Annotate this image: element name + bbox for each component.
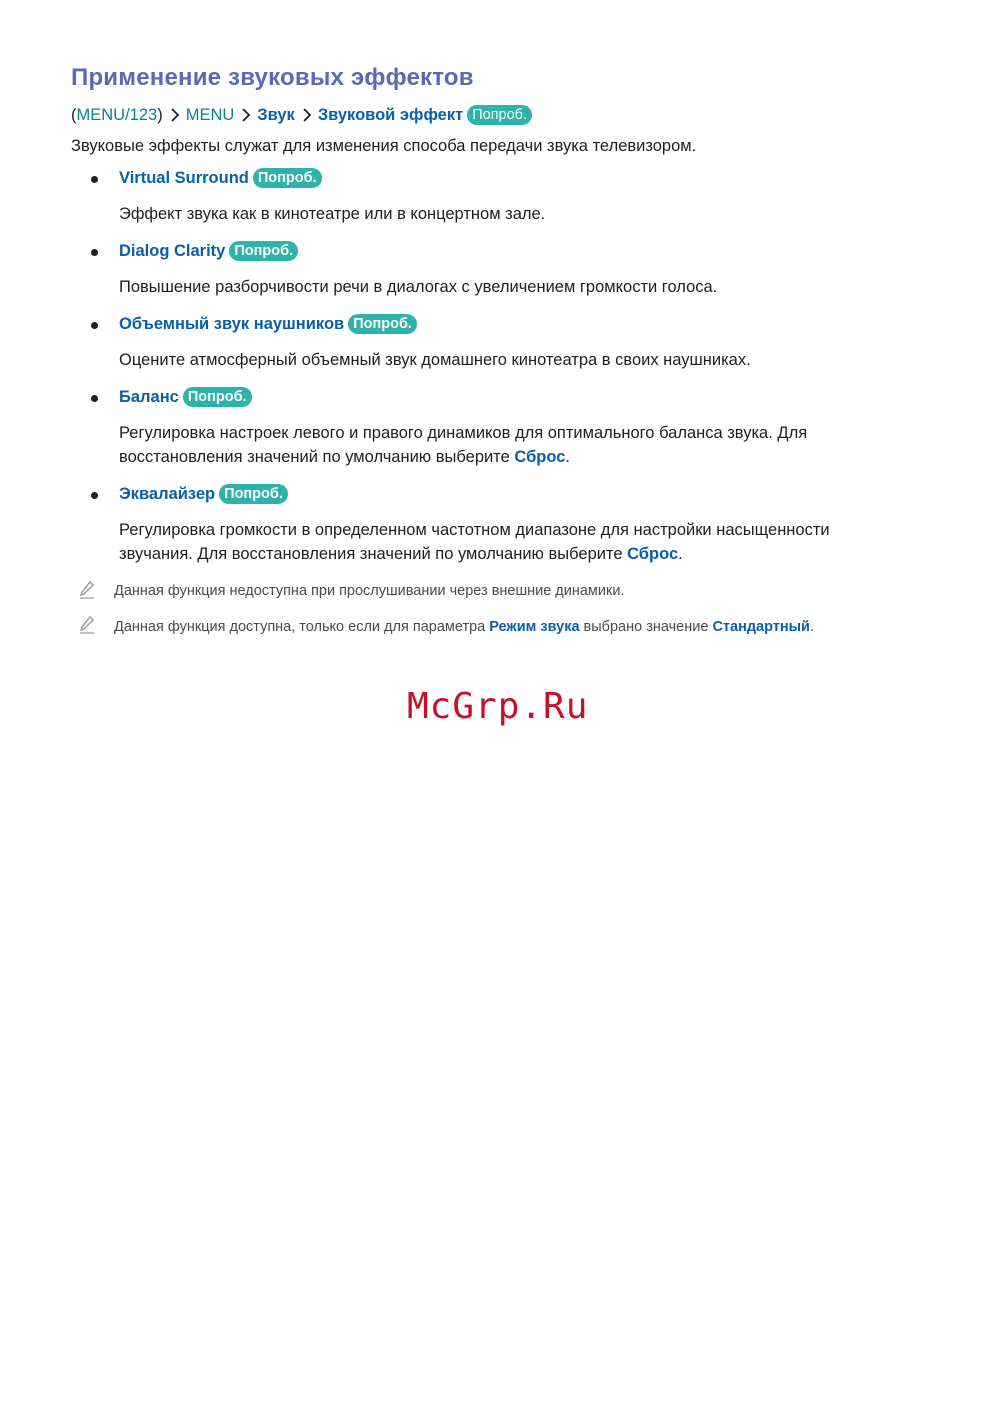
item-label: Баланс: [119, 387, 179, 406]
path-sound: Звук: [257, 105, 295, 124]
bullet-dot: [91, 322, 98, 329]
standard-link: Стандартный: [712, 619, 810, 635]
sound-mode-link: Режим звука: [489, 619, 580, 635]
description-period: .: [678, 545, 683, 563]
pencil-note-icon: [79, 581, 95, 599]
item-description: [119, 518, 879, 566]
item-heading-dialog-clarity: [119, 241, 298, 261]
chevron-right-icon: [170, 108, 180, 122]
description-text: Регулировка громкости в определенном частотном диапазоне для настройки насыщенности звучания. Для восстановления значений по умолчанию выберите: [119, 521, 830, 563]
try-badge[interactable]: Попроб.: [253, 168, 322, 188]
bullet-dot: [91, 176, 98, 183]
item-description: [119, 421, 879, 469]
bullet-dot: [91, 249, 98, 256]
menu-path-breadcrumb: [71, 105, 532, 125]
chevron-right-icon: [241, 108, 251, 122]
note-text: [114, 619, 814, 635]
try-badge[interactable]: Попроб.: [467, 105, 532, 125]
bullet-dot: [91, 395, 98, 402]
note-text: Данная функция недоступна при прослушивании через внешние динамики.: [114, 583, 625, 599]
try-badge[interactable]: Попроб.: [229, 241, 298, 261]
item-label: Объемный звук наушников: [119, 314, 345, 333]
path-sound-effect: Звуковой эффект: [317, 105, 464, 124]
reset-link: Сброс: [627, 545, 679, 563]
item-label: Dialog Clarity: [119, 241, 226, 260]
note-prefix: Данная функция доступна, только если для параметра: [114, 619, 490, 635]
try-badge[interactable]: Попроб.: [219, 484, 288, 504]
item-heading-virtual-surround: [119, 168, 322, 188]
item-description: Оцените атмосферный объемный звук домашнего кинотеатра в своих наушниках.: [119, 351, 751, 369]
item-label: Эквалайзер: [119, 484, 216, 503]
path-open-paren: (: [71, 105, 77, 124]
reset-link: Сброс: [514, 448, 566, 466]
bullet-dot: [91, 492, 98, 499]
item-heading-balance: [119, 387, 252, 407]
note-middle: выбрано значение: [579, 619, 713, 635]
try-badge[interactable]: Попроб.: [183, 387, 252, 407]
path-menu: MENU: [185, 105, 235, 124]
path-menu123: MENU/123: [76, 105, 158, 124]
description-text: Регулировка настроек левого и правого динамиков для оптимального баланса звука. Для восстановления значений по умолчанию выберите: [119, 424, 808, 466]
item-heading-headphone-surround: [119, 314, 417, 334]
page-title: Применение звуковых эффектов: [71, 64, 474, 91]
item-label: Virtual Surround: [119, 168, 249, 187]
watermark: McGrp.Ru: [407, 686, 589, 727]
chevron-right-icon: [302, 108, 312, 122]
note-suffix: .: [809, 619, 814, 635]
item-description: Повышение разборчивости речи в диалогах с увеличением громкости голоса.: [119, 278, 718, 296]
item-description: Эффект звука как в кинотеатре или в концертном зале.: [119, 205, 546, 223]
intro-text: Звуковые эффекты служат для изменения способа передачи звука телевизором.: [71, 137, 697, 155]
item-heading-equalizer: [119, 484, 288, 504]
description-period: .: [565, 448, 570, 466]
pencil-note-icon: [79, 616, 95, 634]
try-badge[interactable]: Попроб.: [348, 314, 417, 334]
path-close-paren: ): [157, 105, 163, 124]
